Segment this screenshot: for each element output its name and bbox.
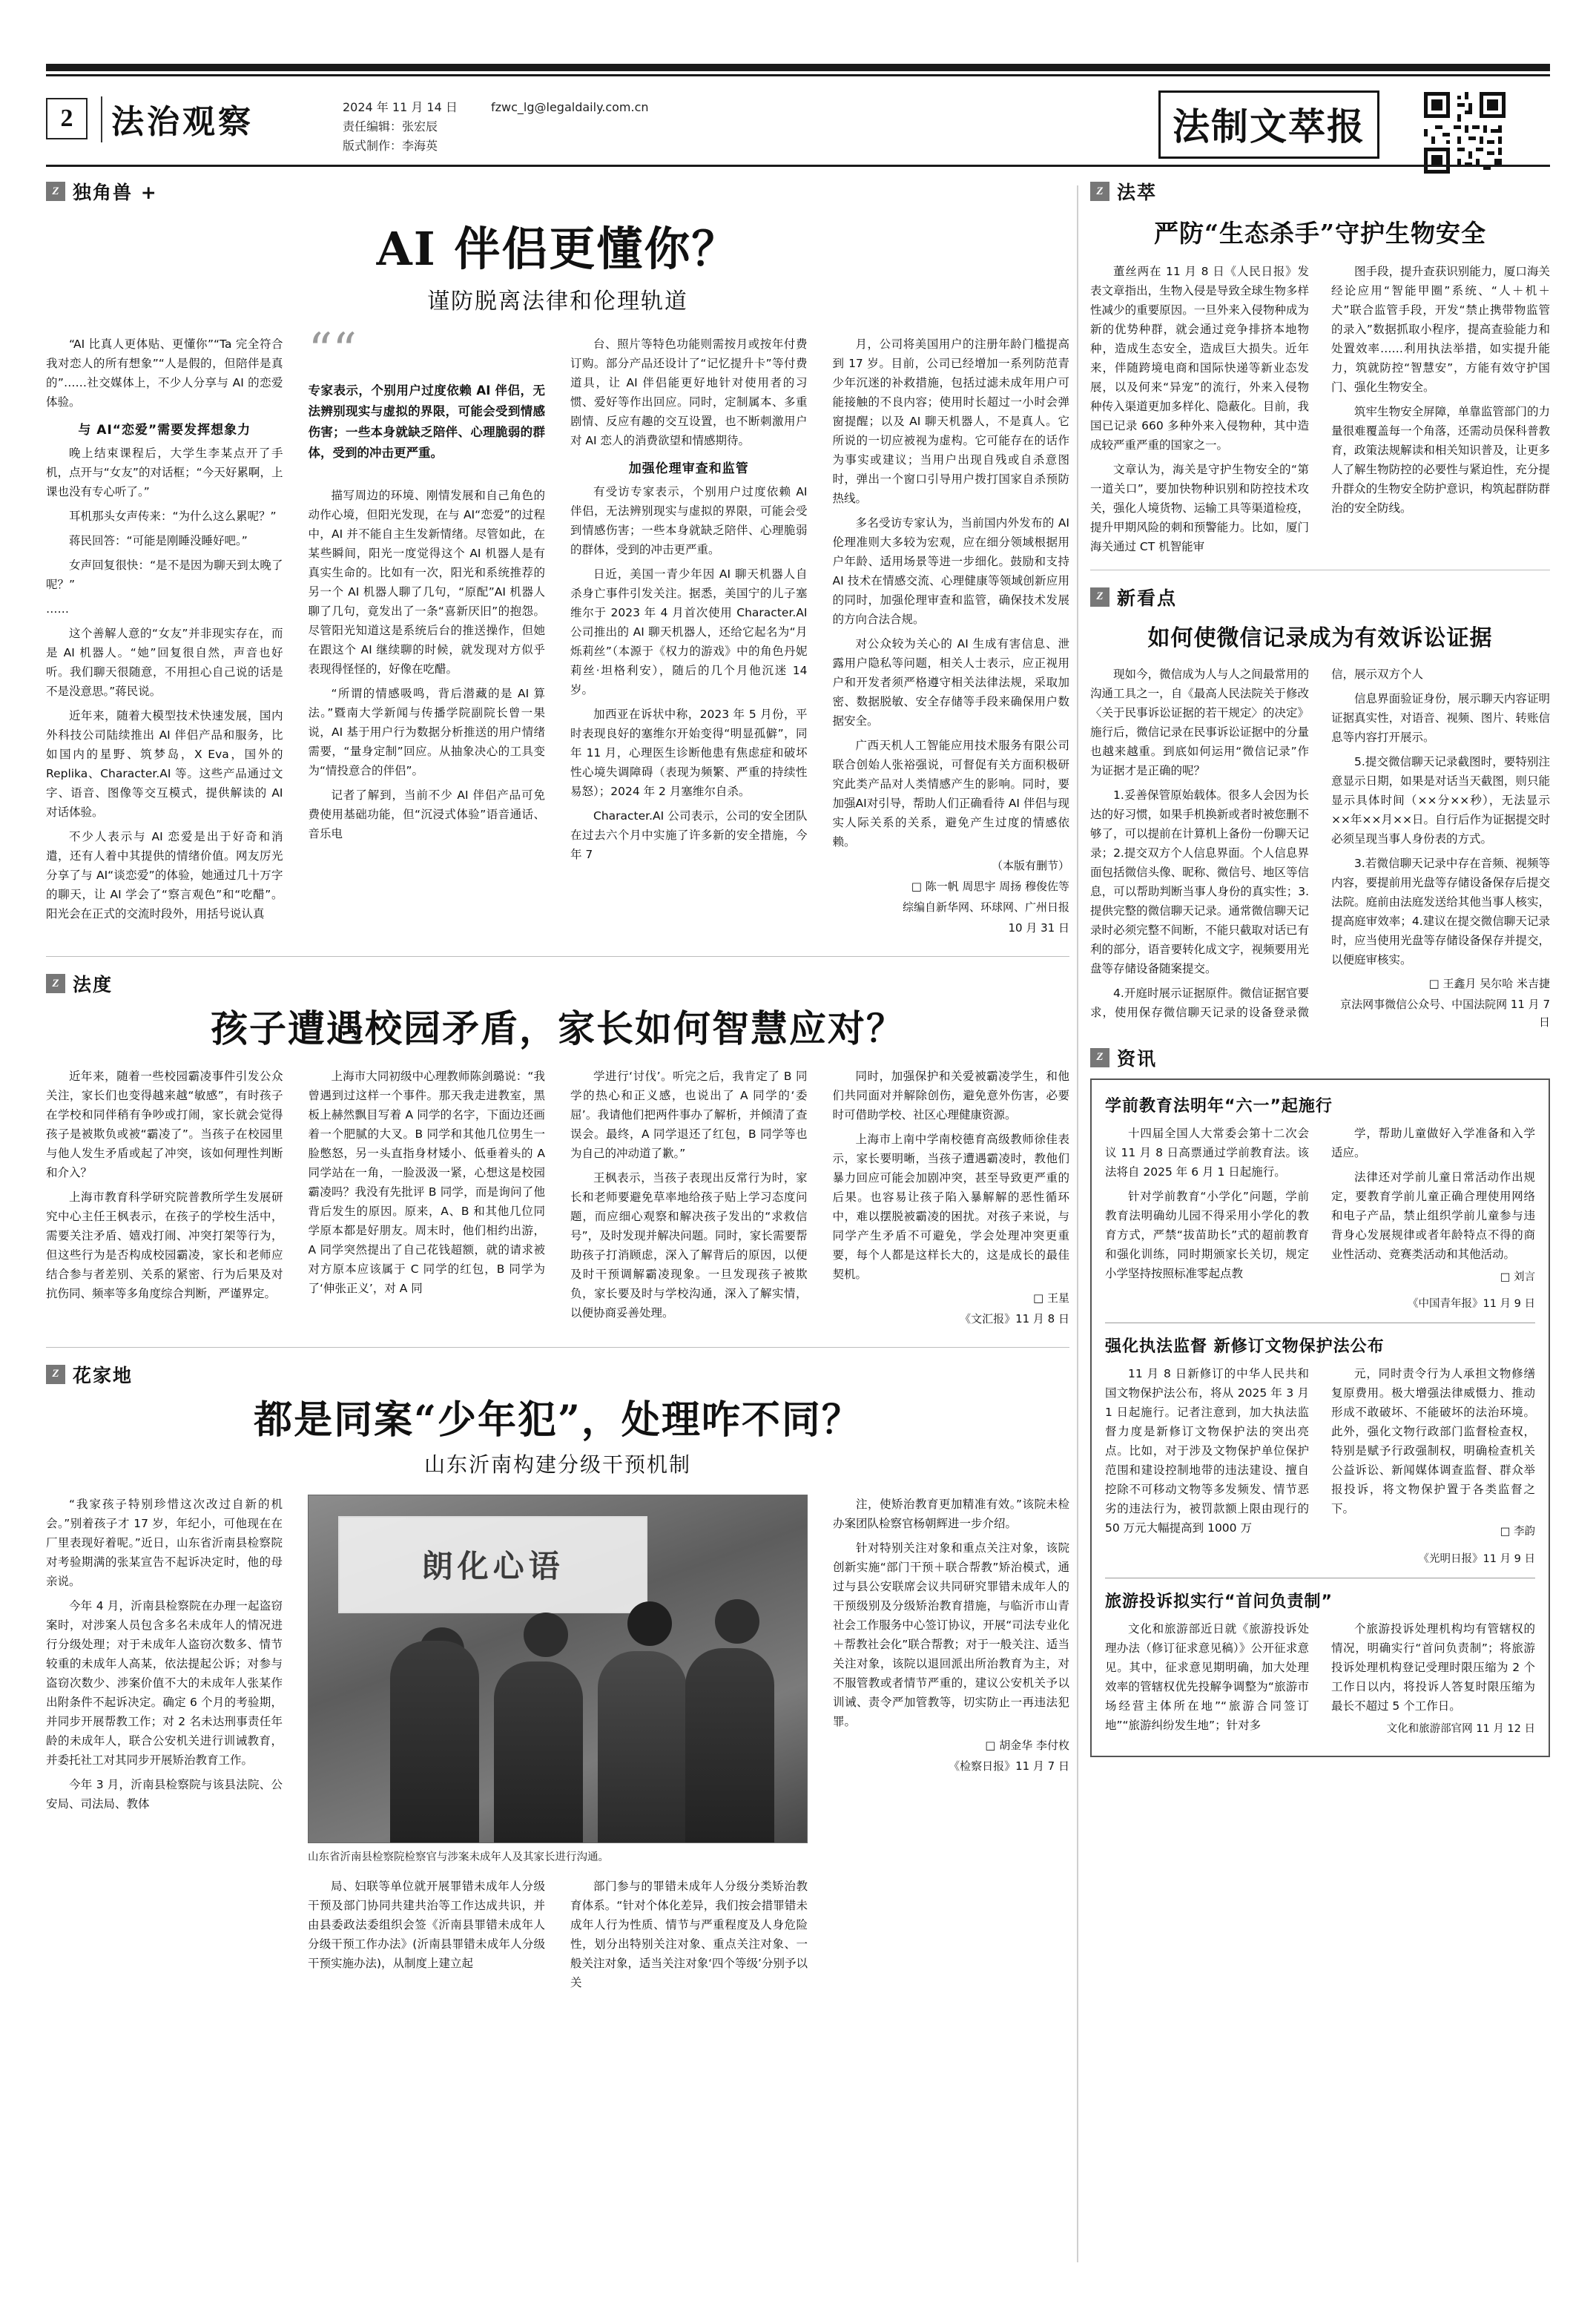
paragraph: 现如今，微信成为人与人之间最常用的沟通工具之一，自《最高人民法院关于修改〈关于民事诉讼证据的若干规定〉的决定》施行后，微信记录在民事诉讼证据中的分量也越来越重。到底如何运用“微信记录”作为证据才是正确的呢？ bbox=[1090, 667, 1309, 777]
page-section-title: 法治观察 bbox=[111, 103, 254, 141]
byline: 《文汇报》11 月 8 日 bbox=[960, 1311, 1069, 1325]
a2-col-1 bbox=[46, 1067, 283, 1328]
right-content-area bbox=[1090, 178, 1550, 1757]
paragraph: 加西亚在诉状中称，2023 年 5 月份，平时表现良好的塞维尔开始变得“明显孤僻”，同年 11 月，心理医生诊断他患有焦虑症和破坏性心境失调障碍（表现为频繁、严重的持续性易怒）；2024 年 2 月塞维尔自杀。 bbox=[570, 708, 808, 799]
paragraph: 上海市上南中学南校德育高级教师徐佳表示，家长要明晰，当孩子遭遇霸凌时，教他们暴力回应可能会加剧冲突，甚至导致更严重的后果。也容易让孩子陷入暴解解的恶性循环中，难以摆脱被霸凌的困扰。对孩子来说，与同学产生矛盾不可避免，学会处理冲突更重要，每个人都是这样长大的，这是成长的最佳契机。 bbox=[832, 1132, 1069, 1281]
paragraph: 董丝两在 11 月 8 日《人民日报》发表文章指出，生物入侵是导致全球生物多样性减少的重要原因。一旦外来入侵物种成为新的优势种群，就会通过竞争排挤本地物种，造成生态安全，造成巨大损失。近年来，伴随跨境电商和国际快递等新业态发展，以及何来“异宠”的流行，外来入侵物种传入渠道更加多样化、隐蔽化。目前，我国已记录 660 多种外来入侵物种，其中造成较严重严重的国家之一。 bbox=[1090, 264, 1309, 452]
lead-col-3 bbox=[570, 335, 808, 937]
flag-mark-icon: Z bbox=[46, 182, 65, 201]
paragraph: 广西天机人工智能应用技术服务有限公司联合创始人张裕强说，可督促有关方面积极研究此类产品对人类情感产生的影响。同时，要加强AI对引导，帮助人们正确看待 AI 伴侣与现实人际关系的关系，避免产生过度的情感依赖。 bbox=[832, 739, 1069, 849]
photo-figure-head bbox=[627, 1601, 672, 1646]
quote-mark-icon: ““ bbox=[308, 323, 357, 379]
paragraph: 不少人表示与 AI 恋爱是出于好奇和消遣，还有人着中其提供的情绪价值。网友厉光分享了与 AI“谈恋爱”的体验，她通过几十万字的聊天，让 AI 学会了“察言观色”和“吃醋”。阳光会在正式的交流时段外，用括号说认真 bbox=[46, 830, 283, 921]
right-article2-body bbox=[1090, 665, 1550, 1031]
paragraph: 描写周边的环境、刚情发展和自己角色的动作心境，但阳光发现，在与 AI“恋爱”的过程中，AI 并不能自主生发新情绪。尽管如此，在某些瞬间，阳光一度觉得这个 AI 机器人是有真实生命的。比如有一次，阳光和系统推荐的另一个 AI 机器人聊了几句，“原配”AI 机器人聊了几句，竟发出了一条“喜新厌旧”的抱怨。尽管阳光知道这是系统后台的推送操作，但她在跟这个 AI 继续聊的时候，就发现对方似乎表现得怪怪的，好像在吃醋。 bbox=[308, 489, 545, 676]
byline: □ 刘言 bbox=[1500, 1271, 1535, 1283]
paragraph: 信息界面验证身份，展示聊天内容证明证据真实性，对语音、视频、图片、转账信息等内容打开展示。 bbox=[1331, 691, 1550, 744]
byline: 文化和旅游部官网 11 月 12 日 bbox=[1386, 1722, 1535, 1735]
paragraph: 蒋民回答：“可能是刚睡没睡好吧。” bbox=[69, 534, 248, 548]
paragraph: 学进行‘讨伐’。听完之后，我肯定了 B 同学的热心和正义感，也说出了 A 同学的‘委屈’。我请他们把两件事办了解析，并倾清了查误会。最终，A 同学退还了红包，B 同学等也为自己的冲动道了歉。” bbox=[570, 1069, 808, 1160]
paragraph: 筑牢生物安全屏障，单靠监管部门的力量很难覆盖每一个角落，还需动员保科普教育，政策法规解读和相关知识普及，让更多人了解生物防控的必要性与紧迫性，充分提升群众的生物安全防护意识，构筑起群防群治的安全防线。 bbox=[1331, 404, 1550, 515]
lead-article-headline: AI 伴侣更懂你？ bbox=[376, 222, 739, 276]
article2-body bbox=[46, 1067, 1069, 1328]
byline: □ 王星 bbox=[1033, 1291, 1069, 1305]
right-article1-body bbox=[1090, 262, 1550, 556]
section-flag-zixun bbox=[1090, 1044, 1550, 1071]
paragraph: 近年来，随着大模型技术快速发展，国内外科技公司陆续推出 AI 伴侣产品和服务，比如国内的星野、筑梦岛，X Eva，国外的 Replika、Character.AI 等。这些产品通过文字、语音、图像等交互模式，提供解读的 AI 对话体验。 bbox=[46, 709, 283, 820]
qr-code[interactable] bbox=[1424, 92, 1506, 174]
masthead-divider bbox=[101, 96, 102, 142]
paragraph: 法律还对学前儿童日常活动作出规定，要教育学前儿童正确合理使用网络和电子产品，禁止组织学前儿童参与违背身心发展规律或者年龄特点不得的商业性活动、竞赛类活动和其他活动。 bbox=[1331, 1170, 1535, 1261]
lead-col-1 bbox=[46, 335, 283, 937]
paragraph: 个旅游投诉处理机构均有管辖权的情况，明确实行“首问负责制”；将旅游投诉处理机构登记受理时限压缩为 2 个工作日以内，将投诉人答复时限压缩为最长不超过 5 个工作日。 bbox=[1331, 1621, 1535, 1713]
paragraph: 文化和旅游部近日就《旅游投诉处理办法（修订征求意见稿）》公开征求意见。其中，征求意见期明确，加大处理效率的管辖权优先投解争调整为“旅游市场经营主体所在地”“旅游合同签订地”“旅游纠纷发生地”；针对多 bbox=[1105, 1621, 1309, 1732]
paragraph: 局、妇联等单位就开展罪错未成年人分级干预及部门协同共建共治等工作达成共识，并由县委政法委组织会签《沂南县罪错未成年人分级干预工作办法》(沂南县罪错未成年人分级干预实施办法)，从制度上建立起 bbox=[308, 1879, 545, 1970]
photo-figure bbox=[685, 1648, 774, 1842]
paragraph: 上海市教育科学研究院普教所学生发展研究中心主任王枫表示，在孩子的学校生活中，需要关注矛盾、嬉戏打闹、冲突打架等行为，但这些行为是否构成校园霸凌，家长和老师应结合参与者差别、关系的紧密、行为后果及对抗伤同、频率等多角度综合判断，严谨界定。 bbox=[46, 1190, 283, 1300]
photo-figure bbox=[390, 1641, 479, 1842]
flag-mark-icon: Z bbox=[1090, 587, 1109, 607]
byline: □ 陈一帆 周思宇 周扬 穆俊佐等 bbox=[911, 880, 1069, 894]
paragraph: 王枫表示，当孩子表现出反常行为时，家长和老师要避免草率地给孩子贴上学习态度问题，而应细心观察和解决孩子发出的“求救信号”，及时发现并解决问题。同时，家长需要帮助孩子打消顾虑，深入了解背后的原因，以便及时干预调解霸凌现象。一旦发现孩子被欺负，家长要及时与学校沟通，深入了解实情，以便协商妥善处理。 bbox=[570, 1170, 808, 1320]
byline: □ 王鑫月 吴尔哈 米吉捷 bbox=[1428, 976, 1550, 990]
column-divider bbox=[1077, 185, 1078, 2262]
a3-photo-block bbox=[308, 1495, 808, 1998]
paragraph: 图手段，提升查获识别能力，厦口海关经论应用“智能甲圈”系统、“人＋机＋犬”联合监管手段，开发“禁止携带物监管的录入”数据抓取小程序，提高查验能力和处置效率……利用执法举措，如实提升能力，筑就防控“智慧安”，方能有效守护国门、强化生物安全。 bbox=[1331, 264, 1550, 394]
article3-subhead: 山东沂南构建分级干预机制 bbox=[423, 1452, 691, 1477]
news-item bbox=[1105, 1334, 1535, 1567]
paragraph: “我家孩子特别珍惜这次改过自新的机会。”别着孩子才 17 岁，年纪小，可他现在在厂里表现好着呢。”近日，山东省沂南县检察院对考验期满的张某宣告不起诉决定时，他的母亲说。 bbox=[46, 1497, 283, 1588]
news-title: 学前教育法明年“六一”起施行 bbox=[1105, 1096, 1333, 1116]
a3-col-4 bbox=[833, 1495, 1069, 1998]
lead-article-subhead: 谨防脱离法律和伦理轨道 bbox=[427, 289, 688, 315]
flag-label: 新看点 bbox=[1117, 587, 1178, 609]
masthead-email[interactable]: fzwc_lg@legaldaily.com.cn bbox=[491, 100, 649, 114]
masthead bbox=[46, 86, 1550, 157]
paragraph: 4.开庭时展示证据原件。微信证据官要求，使用保存微信聊天记录的设备登录微信，展示双方个人 bbox=[1090, 667, 1424, 1019]
news-item bbox=[1105, 1589, 1535, 1744]
flag-mark-icon: Z bbox=[1090, 1048, 1109, 1067]
a3-col-2 bbox=[308, 1877, 545, 1998]
paragraph: 针对学前教育“小学化”问题，学前教育法明确幼儿园不得采用小学化的教育方式，严禁“拔苗助长”式的超前教育和强化训练，同时期颁家长关切，规定小学坚持按照标准零起点教 bbox=[1105, 1189, 1309, 1280]
paragraph: 今年 4 月，沂南县检察院在办理一起盗窃案时，对涉案人员包含多名未成年人的情况进行分级处理；对于未成年人盗窃次数多、情节较重的未成年人高某，依法提起公诉；对参与盗窃次数少、涉案价值不大的未成年人张某作出附条件不起诉决定。确定 6 个月的考验期，并同步开展帮教工作；对 2 名未达刑事责任年龄的未成年人，联合公安机关进行训诫教育，并委托社工对其同步开展矫治教育工作。 bbox=[46, 1598, 283, 1767]
flag-label: 法萃 bbox=[1117, 182, 1158, 203]
a3-col-1 bbox=[46, 1495, 283, 1998]
section-flag-huajiadi bbox=[46, 1361, 1069, 1388]
news-digest-box bbox=[1090, 1078, 1550, 1757]
paragraph: 今年 3 月，沂南县检察院与该县法院、公安局、司法局、教体 bbox=[46, 1777, 283, 1811]
photo-figure-head bbox=[715, 1599, 759, 1644]
byline: 10 月 31 日 bbox=[1008, 921, 1069, 935]
right-article1-headline: 严防“生态杀手”守护生物安全 bbox=[1154, 219, 1486, 248]
a2-col-4 bbox=[833, 1067, 1070, 1328]
paragraph: 部门参与的罪错未成年人分级分类矫治教育体系。“针对个体化差异，我们按会措罪错未成年人行为性质、情节与严重程度及人身危险性，划分出特别关注对象、重点关注对象、一般关注对象，适当关注对象‘四个等级’分别予以关 bbox=[570, 1879, 808, 1989]
lead-col-2 bbox=[308, 323, 546, 937]
byline: □ 胡金华 李付枚 bbox=[985, 1738, 1069, 1752]
news-title: 旅游投诉拟实行“首问负责制” bbox=[1105, 1592, 1333, 1611]
byline: 《光明日报》11 月 9 日 bbox=[1418, 1552, 1535, 1565]
top-rule-thin bbox=[46, 74, 1550, 76]
byline: 综编自新华网、环球网、广州日报 bbox=[902, 900, 1069, 915]
section-flag-unicorn bbox=[46, 178, 1069, 205]
paragraph: 耳机那头女声传来：“为什么这么累呢？” bbox=[69, 510, 277, 524]
paragraph: 台、照片等特色功能则需按月或按年付费订购。部分产品还设计了“记忆提升卡”等付费道具，让 AI 伴侣能更好地针对使用者的习惯、爱好等作出回应。同时，定制属本、多重剧情、反应有趣的交互设置，也不断刺激用户对 AI 恋人的消费欲望和情感期待。 bbox=[570, 337, 808, 448]
masthead-meta-left bbox=[343, 98, 458, 156]
byline: 《中国青年报》11 月 9 日 bbox=[1407, 1298, 1535, 1311]
lead-article-body bbox=[46, 323, 1069, 937]
flag-mark-icon: Z bbox=[1090, 182, 1109, 201]
a3-lower-cols bbox=[308, 1877, 808, 1998]
flag-label: 花家地 bbox=[73, 1364, 133, 1386]
paragraph: 针对特别关注对象和重点关注对象，该院创新实施“部门干预＋联合帮教”矫治模式，通过与县公安联席会议共同研究罪错未成年人的干预级别及分级矫治教育措施，与临沂市山青社会工作服务中心签订协议，开展“司法专业化＋帮教社会化”联合帮教；对于一般关注、适当关注对象，该院以退回派出所治教育为主，对不服管教或者情节严重的，建议公安机关予以训诫、责令严加管教等，切实防止一再违法犯罪。 bbox=[833, 1541, 1069, 1728]
pull-quote: 专家表示，个别用户过度依赖 AI 伴侣，无法辨别现实与虚拟的界限，可能会受到情感伤害；一些本身就缺乏陪伴、心理脆弱的群体，受到的冲击更严重。 bbox=[308, 383, 545, 460]
article3-headline: 都是同案“少年犯”，处理咋不同？ bbox=[254, 1397, 862, 1443]
paragraph: 11 月 8 日新修订的中华人民共和国文物保护法公布，将从 2025 年 3 月 1 日起施行。记者注意到，加大执法监督力度是新修订文物保护法的突出亮点。比如，对于涉及文物保护单位保护范围和建设控制地带的违法建设、擅自挖除不可移动文物等多发频发、情节恶劣的违法行为，被罚款额上限由现行的 50 万元大幅提高到 1000 万 bbox=[1105, 1367, 1309, 1535]
news-body bbox=[1105, 1124, 1535, 1313]
flag-mark-icon: Z bbox=[46, 974, 65, 993]
photo-caption: 山东省沂南县检察院检察官与涉案未成年人及其家长进行沟通。 bbox=[308, 1851, 609, 1863]
photo-banner-text: 朗化心语 bbox=[338, 1516, 647, 1613]
paragraph: Character.AI 公司表示，公司的安全团队在过去六个月中实施了许多新的安全措施，今年 7 bbox=[570, 809, 808, 862]
article-separator bbox=[46, 956, 1069, 957]
byline: 京法网事微信公众号、中国法院网 11 月 7 日 bbox=[1340, 997, 1550, 1029]
paragraph: 女声回复很快：“是不是因为聊天到太晚了呢？” bbox=[46, 559, 283, 592]
article3-photo bbox=[308, 1495, 808, 1843]
paragraph: “所谓的情感吸鸣，背后潜藏的是 AI 算法。”暨南大学新闻与传播学院副院长曾一果说，AI 基于用户行为数据分析推送的用户情绪需要，“量身定制”回应。从抽象决心的工具变为“情投意合的伴侣”。 bbox=[308, 687, 545, 778]
paragraph: 1.妥善保管原始载体。很多人会因为长达的好习惯，如果手机换新或者时被您删不够了，可以提前在计算机上备份一份聊天记录；2.提交双方个人信息界面。个人信息界面包括微信头像、昵称、微信号、地区等信息，可以帮助判断当事人身份的真实性；3.提供完整的微信聊天记录。通常微信聊天记录时必须完整不间断，不能只截取对话已有利的部分，语音要转化成文字，视频要用光盘等存储设备随案提交。 bbox=[1090, 788, 1309, 975]
photo-figure bbox=[494, 1661, 583, 1842]
paragraph: 这个善解人意的“女友”并非现实存在，而是 AI 机器人。“她”回复很自然，声音也好听。我们聊天很随意，不用担心自己说的话是不是没意思。”蒋民说。 bbox=[46, 627, 283, 699]
paragraph: 多名受访专家认为，当前国内外发布的 AI 伦理准则大多较为宏观，应在细分领域根据用户年龄、适用场景等进一步细化。鼓励和支持 AI 技术在情感交流、心理健康等领域创新应用的同时，加强伦理审查和监管，确保技术发展的方向合法合规。 bbox=[832, 516, 1069, 627]
masthead-meta-right bbox=[491, 98, 649, 117]
paragraph: 元，同时责令行为人承担文物修缮复原费用。极大增强法律威慑力、推动形成不敢破坏、不能破坏的法治环境。此外，强化文物行政部门监督检查权，特别是赋予行政强制权，明确检查机关公益诉讼、新闻媒体调查监督、群众举报投诉，将文物保护置于各类监督之下。 bbox=[1331, 1367, 1535, 1516]
masthead-bottom-rule bbox=[46, 165, 1550, 167]
top-rule bbox=[46, 64, 1550, 71]
lead-col-4 bbox=[833, 335, 1070, 937]
paragraph: 日近，美国一青少年因 AI 聊天机器人自杀身亡事件引发关注。据悉，美国宁的儿子塞维尔于 2023 年 4 月首次使用 Character.AI 公司推出的 AI 聊天机器人，还给它起名为“月烁莉丝”（本源于《权力的游戏》中的角色丹妮莉丝·坦格利安），随后的几个月他沉迷 14 岁。 bbox=[570, 567, 808, 697]
paragraph: 有受访专家表示，个别用户过度依赖 AI 伴侣，无法辨别现实与虚拟的界限，可能会受到情感伤害；一些本身就缺乏陪伴、心理脆弱的群体，受到的冲击更严重。 bbox=[570, 485, 808, 557]
paragraph: 记者了解到，当前不少 AI 伴侣产品可免费使用基础功能，但“沉浸式体验”语音通话、音乐电 bbox=[308, 788, 545, 841]
flag-label: 资讯 bbox=[1117, 1047, 1158, 1070]
byline: □ 李韵 bbox=[1500, 1526, 1535, 1538]
paragraph: …… bbox=[46, 602, 69, 616]
section-flag-xinkandian bbox=[1090, 584, 1550, 610]
flag-mark-icon: Z bbox=[46, 1365, 65, 1384]
section-flag-facui bbox=[1090, 178, 1550, 205]
article2-headline: 孩子遭遇校园矛盾，家长如何智慧应对？ bbox=[211, 1007, 905, 1051]
photo-figure bbox=[598, 1651, 687, 1842]
paragraph: 对公众较为关心的 AI 生成有害信息、泄露用户隐私等问题，相关人士表示，应正视用户和开发者须严格遵守相关法律法规，采取加密、数据脱敏、安全存储等手段来确保用户数据安全。 bbox=[832, 637, 1069, 728]
a3-col-3 bbox=[570, 1877, 808, 1998]
left-content-area bbox=[46, 178, 1069, 1998]
article3-body bbox=[46, 1495, 1069, 1998]
news-item bbox=[1105, 1093, 1535, 1313]
paragraph: 3.若微信聊天记录中存在音频、视频等内容，要提前用光盘等存储设备保存后提交法院。庭前由法庭发送给其他当事人核实，提高庭审效率；4.建议在提交微信聊天记录时，应当使用光盘等存储设备保存并提交，以便庭审核实。 bbox=[1331, 856, 1550, 966]
paragraph: 晚上结束课程后，大学生李某点开了手机，点开与“女友”的对话框；“今天好累啊，上课也没有专心听了。” bbox=[46, 447, 283, 499]
paragraph: 同时，加强保护和关爱被霸凌学生，和他们共同面对并解除创伤，避免意外伤害，必要时可借助学校、社区心理健康资源。 bbox=[832, 1069, 1069, 1122]
a2-col-3 bbox=[570, 1067, 808, 1328]
news-body bbox=[1105, 1364, 1535, 1567]
byline: （本版有删节） bbox=[991, 859, 1069, 873]
a2-col-2 bbox=[309, 1067, 546, 1328]
photo-figure-head bbox=[524, 1613, 568, 1657]
flag-label: 独角兽 + bbox=[73, 182, 158, 203]
news-title: 强化执法监督 新修订文物保护法公布 bbox=[1105, 1337, 1385, 1357]
news-body bbox=[1105, 1619, 1535, 1744]
paragraph: 学，帮助儿童做好入学准备和入学适应。 bbox=[1331, 1126, 1535, 1159]
paragraph: 上海市大同初级中心理教师陈剑璐说：“我曾遇到过这样一个事件。那天我走进教室，黑板上赫然飘目写着 A 同学的名字，下面边还画着一个肥腻的大叉。B 同学和其他几位男生一脸憋怒，另一头直指身材矮小、低垂着头的 A 同学站在一角，一脸汲汲一紧，心想这是校园霸凌吗？我没有先批评 B 同学，而是询问了他背后发生的原因。原来，A、B 和其他几位同学原本都是好朋友。周末时，他们相约出游，A 同学突然提出了自己花钱超额，就的请求被对方原本应该属于 C 同学的红包，B 同学为了‘伸张正义’，对 A 同 bbox=[308, 1069, 545, 1295]
newspaper-brand: 法制文萃报 bbox=[1158, 90, 1379, 159]
right-article2-headline: 如何使微信记录成为有效诉讼证据 bbox=[1147, 625, 1493, 651]
masthead-layout: 版式制作：李海英 bbox=[343, 139, 438, 153]
paragraph: 近年来，随着一些校园霸凌事件引发公众关注，家长们也变得越来越“敏感”，有时孩子在学校和同伴稍有争吵或打闹，家长就会觉得孩子是被欺负或被“霸凌了”。当孩子在校园里与他人发生矛盾或起了冲突，该如何理性判断和介入？ bbox=[46, 1069, 283, 1179]
flag-label: 法度 bbox=[73, 974, 113, 996]
masthead-editor: 责任编辑：张宏辰 bbox=[343, 119, 438, 134]
paragraph: 注，使矫治教育更加精准有效。”该院未检办案团队检察官杨朝辉进一步介绍。 bbox=[833, 1497, 1069, 1530]
byline: 《检察日报》11 月 7 日 bbox=[949, 1759, 1069, 1773]
page-number: 2 bbox=[46, 98, 88, 139]
masthead-date: 2024 年 11 月 14 日 bbox=[343, 100, 458, 114]
lead-subheading-1: 与 AI“恋爱”需要发挥想象力 bbox=[78, 423, 251, 438]
lead-subheading-2: 加强伦理审查和监管 bbox=[628, 461, 749, 477]
paragraph: 文章认为，海关是守护生物安全的“第一道关口”，要加快物种识别和防控技术攻关，强化人境货物、运输工具等渠道检疫，提升甲期风险的刺和预警能力。比如，厦门海关通过 CT 机智能审 bbox=[1090, 462, 1309, 553]
article-separator bbox=[46, 1347, 1069, 1348]
paragraph: “AI 比真人更体贴、更懂你”“Ta 完全符合我对恋人的所有想象”“人是假的，但陪伴是真的”……社交媒体上，不少人分享与 AI 的恋爱体验。 bbox=[46, 337, 283, 409]
paragraph: 月，公司将美国用户的注册年龄门槛提高到 17 岁。目前，公司已经增加一系列防范青少年沉迷的补救措施，包括过滤未成年用户可能接触的不良内容；使用时长超过一小时会弹窗提醒；以及 AI 聊天机器人，不是真人。它所说的一切应被视为虚构。它可能存在的话作为事实或建议；当用户出现自残或自杀意图时，弹出一个窗口引导用户拨打国家自杀预防热线。 bbox=[832, 337, 1069, 506]
section-flag-fadu bbox=[46, 970, 1069, 997]
paragraph: 5.提交微信聊天记录截图时，要特别注意显示日期，如果是对话当天截图，则只能显示具体时间（××分××秒），无法显示××年××月××日。自行后作为证据提交时必须呈现当事人身份表的方式。 bbox=[1331, 754, 1550, 846]
paragraph: 十四届全国人大常委会第十二次会议 11 月 8 日高票通过学前教育法。该法将自 2025 年 6 月 1 日起施行。 bbox=[1105, 1126, 1309, 1179]
